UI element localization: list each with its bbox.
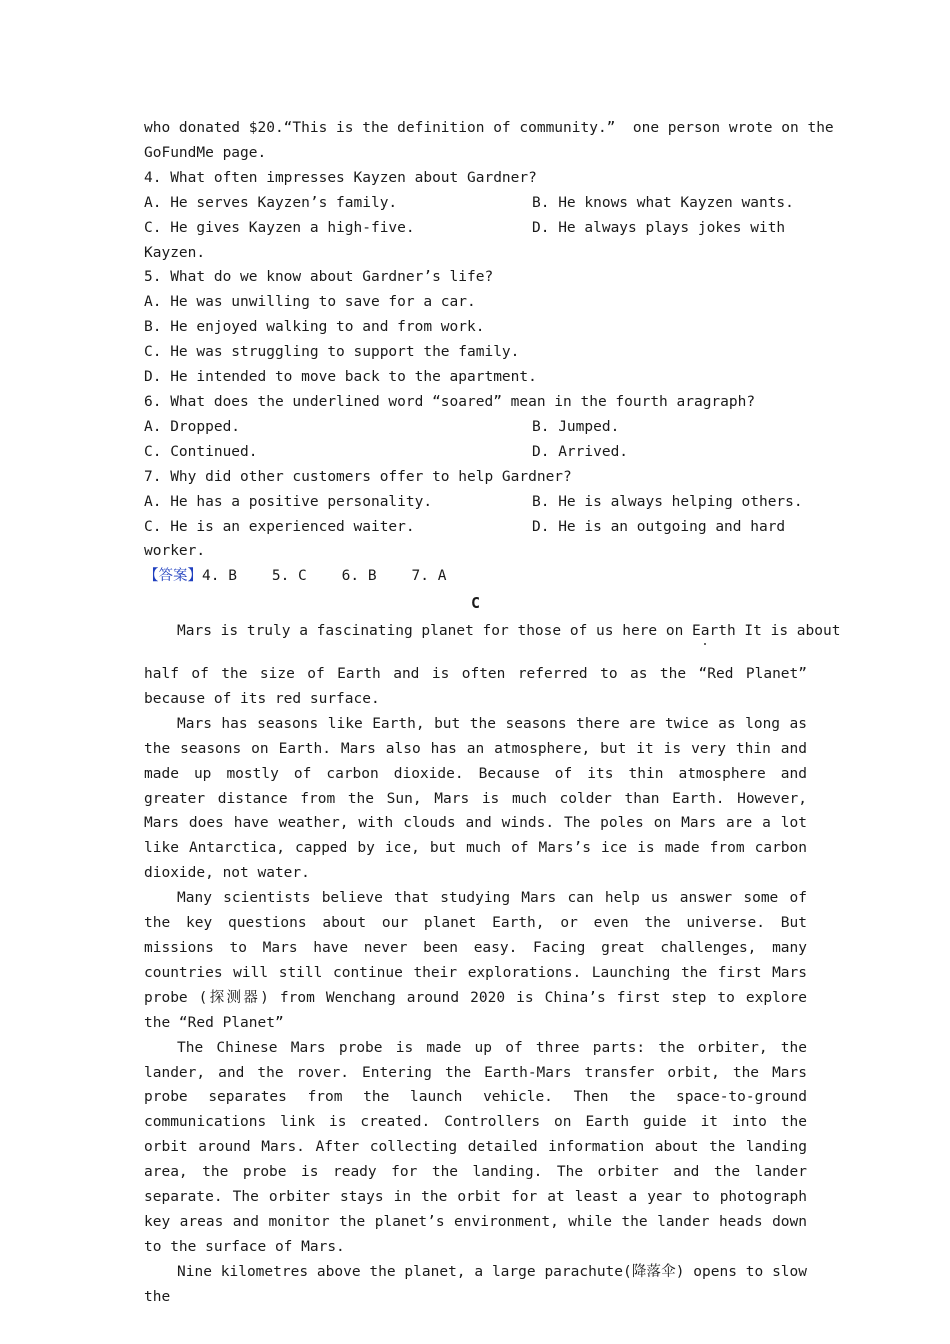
- question-6-option-c: C. Continued.: [144, 443, 258, 460]
- question-5-option-d: D. He intended to move back to the apartment.: [144, 369, 537, 386]
- paragraph-1-first-line: Mars is truly a fascinating planet for those of us here on Earth It is about: [177, 623, 841, 640]
- question-6-option-d: D. Arrived.: [532, 443, 629, 460]
- paragraph-5: Nine kilometres above the planet, a large parachute(降落伞) opens to slow the: [144, 1263, 807, 1305]
- question-7-option-b: B. He is always helping others.: [532, 493, 803, 510]
- paragraph-2: Mars has seasons like Earth, but the seasons there are twice as long as the seasons on Earth. Mars also has an atmosphere, but it is very thin and made up mostly of carbon dioxide. Because of its thin atmosphere and greater distance from the Sun, Mars is much colder than Earth. However, Mars does have weather, with clouds and winds. The poles on Mars are a lot like Antarctica, capped by ice, but much of Mars’s ice is made from carbon dioxide, not water.: [144, 715, 807, 882]
- question-7-option-a: A. He has a positive personality.: [144, 493, 433, 510]
- answer-key: [144, 564, 807, 589]
- question-5-option-b: B. He enjoyed walking to and from work.: [144, 319, 485, 336]
- question-4-option-d: D. He always plays jokes with: [532, 219, 786, 236]
- question-6-stem: 6. What does the underlined word “soared” mean in the fourth aragraph?: [144, 393, 756, 410]
- question-7-options-row-2: [144, 515, 807, 540]
- question-7-option-d-continued: worker.: [144, 543, 206, 560]
- question-4-option-d-continued: Kayzen.: [144, 244, 206, 261]
- question-4-option-b: B. He knows what Kayzen wants.: [532, 194, 794, 211]
- intro-line-2: GoFundMe page.: [144, 144, 267, 161]
- paragraph-4: The Chinese Mars probe is made up of three parts: the orbiter, the lander, and the rover. Entering the Earth-Mars transfer orbit, the Mars probe separates from the launch vehicle. Then the space-to-ground communications link is created. Controllers on Earth guide it into the orbit around Mars. After collecting detailed information about the landing area, the probe is ready for the landing. The orbiter and the lander separate. The orbiter stays in the orbit for at least a year to photograph key areas and monitor the planet’s environment, while the lander heads down to the surface of Mars.: [144, 1039, 807, 1255]
- question-6-option-a: A. Dropped.: [144, 418, 241, 435]
- question-4-stem: 4. What often impresses Kayzen about Gardner?: [144, 169, 537, 186]
- question-4-option-a: A. He serves Kayzen’s family.: [144, 194, 398, 211]
- question-4-option-c: C. He gives Kayzen a high-five.: [144, 219, 415, 236]
- question-5-option-c: C. He was struggling to support the family.: [144, 344, 520, 361]
- intro-line-1: who donated $20.“This is the definition of community.” one person wrote on the: [144, 120, 834, 136]
- paragraph-1-continued: half of the size of Earth and is often referred to as the “Red Planet” because of its red surface.: [144, 666, 807, 707]
- document-body: [144, 116, 841, 1310]
- question-5-option-a: A. He was unwilling to save for a car.: [144, 294, 476, 311]
- question-7-options-row-1: [144, 490, 807, 515]
- question-7-option-c: C. He is an experienced waiter.: [144, 518, 415, 535]
- question-4-options-row-2: [144, 216, 807, 241]
- paragraph-gap: [144, 644, 807, 662]
- question-6-options-row-2: [144, 440, 807, 465]
- paragraph-3: Many scientists believe that studying Mars can help us answer some of the key questions about our planet Earth, or even the universe. But missions to Mars have never been easy. Facing great challenges, many countries will still continue their explorations. Launching the first Mars probe (探测器) from Wenchang around 2020 is China’s first step to explore the “Red Planet”: [144, 890, 807, 1031]
- section-heading: C: [470, 594, 481, 613]
- question-7-option-d: D. He is an outgoing and hard: [532, 518, 786, 535]
- question-6-options-row-1: [144, 415, 807, 440]
- question-4-options-row-1: [144, 191, 807, 216]
- question-7-stem: 7. Why did other customers offer to help Gardner?: [144, 468, 572, 485]
- question-5-stem: 5. What do we know about Gardner’s life?: [144, 269, 494, 286]
- stray-mark: [704, 643, 706, 645]
- question-6-option-b: B. Jumped.: [532, 418, 620, 435]
- answer-key-label: 【答案】: [144, 568, 202, 585]
- answer-key-values: 4. B 5. C 6. B 7. A: [202, 568, 447, 585]
